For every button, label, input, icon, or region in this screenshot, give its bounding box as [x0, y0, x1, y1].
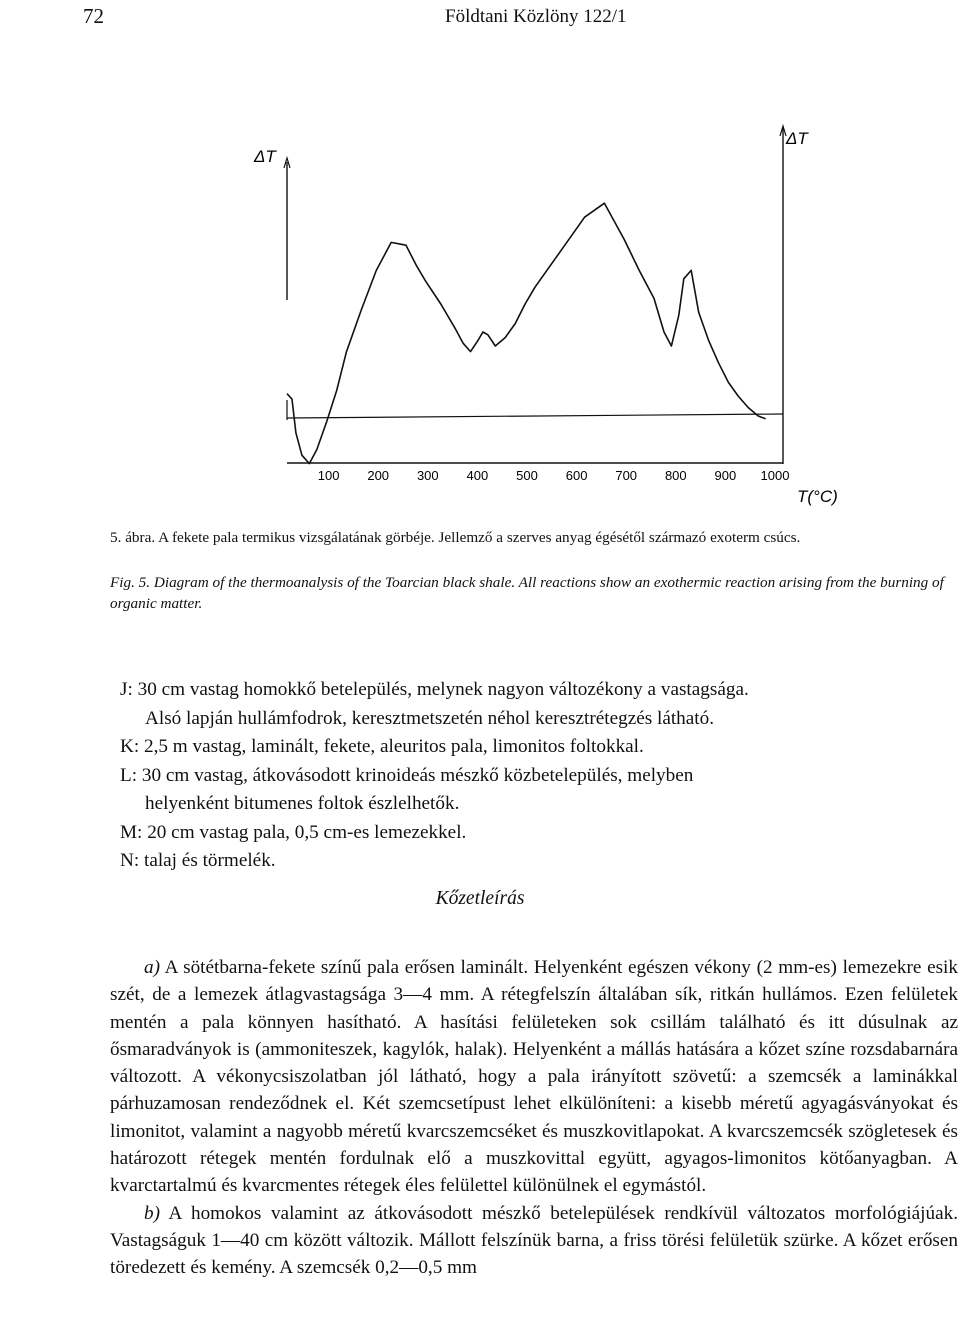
paragraph-a — [110, 954, 958, 1200]
layer-j-line2: Alsó lapján hullámfodrok, keresztmetszetén néhol keresztrétegzés látható. — [145, 707, 715, 729]
baseline — [287, 414, 783, 418]
x-tick-label: 600 — [565, 468, 588, 483]
x-tick-label: 300 — [416, 468, 439, 483]
x-tick-label: 700 — [615, 468, 638, 483]
journal-title: Földtani Közlöny 122/1 — [445, 6, 627, 27]
layer-m: M: 20 cm vastag pala, 0,5 cm-es lemezekkel. — [120, 821, 467, 843]
x-tick-label: 200 — [367, 468, 390, 483]
x-tick-label: 1000 — [760, 468, 790, 483]
x-tick-label: 900 — [714, 468, 737, 483]
y-label-right: ΔT — [786, 129, 808, 148]
x-tick-label: 800 — [664, 468, 687, 483]
caption-english — [110, 572, 955, 614]
layer-n: N: talaj és törmelék. — [120, 850, 276, 871]
layer-j-line1: J: 30 cm vastag homokkő betelepülés, melynek nagyon változékony a vastagsága. — [120, 679, 749, 700]
paragraph-a-text: A sötétbarna-fekete színű pala erősen laminált. Helyenként egészen vékony (2 mm-es) lemezekre esik szét, de a lemezek átlagvastagsága 3—4 mm. A rétegfelszín általában sík, ritkán hullámos. Ezen felületek mentén a pala könnyen hasítható. A hasítási felületeken sok csillám található és itt dúsulnak az ősmaradványok is (ammoniteszek, kagylók, halak). Helyenként a mállás hatására a kőzet színe rozsdabarnára változott. A vékonycsiszolatban jól látható, hogy a pala irányított szövetű: a szemcsék a laminákkal párhuzamosan rendeződnek el. Két szemcsetípust lehet elkülöníteni: a kisebb méretű agyagásványokat és limonitot, valamint a nagyobb méretű kvarcszemcséket és muszkovitlapokat. A kvarcszemcsék szögletesek és határozott rétegek mentén fordulnak elő a muszkovittal együtt, agyagos-limonitos kötőanyagban. A kvarctartalmú és kvarcmentes rétegek éles felülettel különülnek el egymástól. — [110, 957, 958, 1197]
layer-l-line1: L: 30 cm vastag, átkovásodott krinoideás mészkő közbetelepülés, melyben — [120, 764, 694, 786]
caption-hungarian: 5. ábra. A fekete pala termikus vizsgálatának görbéje. Jellemző a szerves anyag égésétől származó exoterm csúcs. — [110, 529, 801, 546]
caption-figure-label: Fig. 5. — [110, 574, 151, 591]
x-tick-label: 100 — [317, 468, 340, 483]
dta-figure — [0, 120, 960, 520]
y-label-left: ΔT — [254, 147, 276, 166]
layer-l-line2: helyenként bitumenes foltok észlelhetők. — [145, 793, 460, 814]
paragraph-a-label: a) — [144, 957, 160, 978]
paragraph-b-text: A homokos valamint az átkovásodott mészkő betelepülések rendkívül változatos morfológiájúak. Vastagságuk 1—40 cm között változik. Mállott felszínük barna, a friss törési felületük szürke. A kőzet erősen töredezett és kemény. A szemcsék 0,2—0,5 mm — [110, 1202, 958, 1279]
x-tick-labels — [318, 468, 790, 483]
page-header — [0, 4, 960, 34]
layer-k: K: 2,5 m vastag, laminált, fekete, aleuritos pala, limonitos foltokkal. — [120, 736, 644, 757]
section-title: Kőzetleírás — [435, 888, 525, 909]
page-number: 72 — [83, 4, 104, 28]
paragraph-b-label: b) — [144, 1202, 160, 1224]
layer-descriptions — [120, 676, 960, 876]
dta-curve — [287, 203, 766, 463]
paragraph-b — [110, 1200, 958, 1282]
x-tick-label: 400 — [466, 468, 489, 483]
x-tick-label: 500 — [516, 468, 538, 483]
caption-english-text: Diagram of the thermoanalysis of the Toarcian black shale. All reactions show an exothermic reaction arising from the burning of organic matter. — [110, 574, 944, 612]
x-unit-label: T(°C) — [797, 487, 838, 506]
rock-description — [110, 954, 958, 1282]
